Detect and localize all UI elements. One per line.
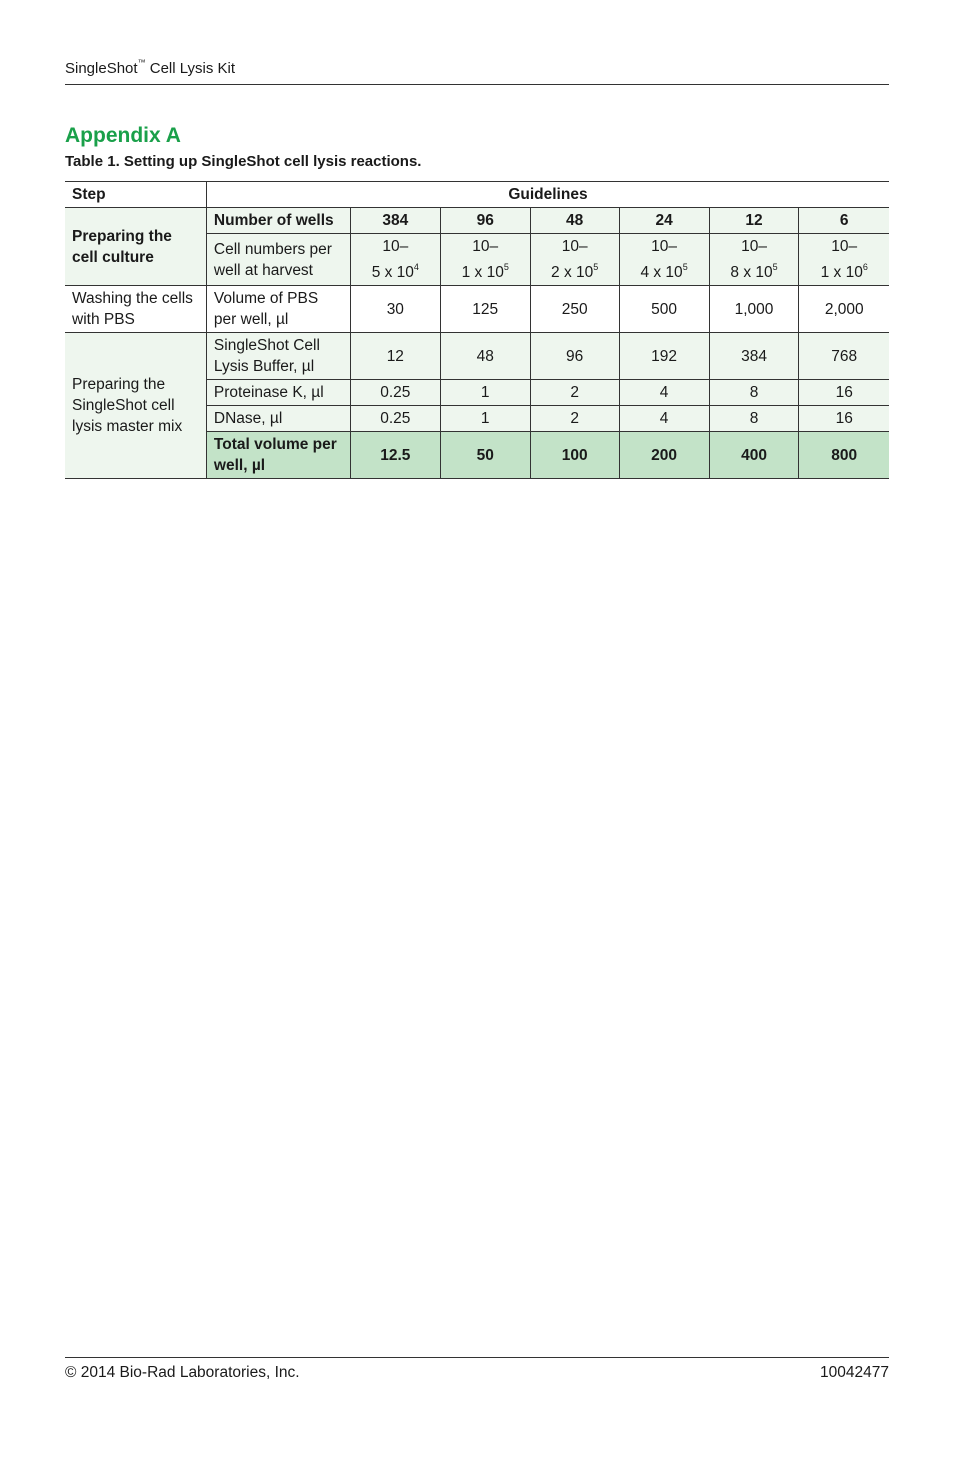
table-cell: 8 <box>709 406 799 432</box>
table-cell: 1,000 <box>709 286 799 333</box>
step-culture: Preparing the cell culture <box>65 208 206 286</box>
table-cell: 30 <box>350 286 440 333</box>
table-cell: 50 <box>440 432 530 479</box>
table-cell: 6 <box>799 208 889 234</box>
table-cell: 500 <box>619 286 709 333</box>
document-number: 10042477 <box>820 1364 889 1381</box>
table-cell: 24 <box>619 208 709 234</box>
table-cell: 12.5 <box>350 432 440 479</box>
table-cell: 125 <box>440 286 530 333</box>
table-cell: 4 <box>619 406 709 432</box>
table-cell: 16 <box>799 380 889 406</box>
table-row-pbs <box>65 286 889 333</box>
table-cell: 384 <box>709 333 799 380</box>
table-cell: 10– 1 x $10^5$ <box>440 234 530 286</box>
param-label: DNase, µl <box>206 406 350 432</box>
section-title: Appendix A <box>65 124 181 147</box>
product-name: SingleShot <box>65 60 138 77</box>
table-cell: 10– 1 x $10^6$ <box>799 234 889 286</box>
table-cell: 96 <box>440 208 530 234</box>
table-cell: 0.25 <box>350 406 440 432</box>
table-cell: 12 <box>350 333 440 380</box>
table-cell: 1 <box>440 406 530 432</box>
table-caption: Table 1. Setting up SingleShot cell lysis reactions. <box>65 153 422 170</box>
table-cell: 2,000 <box>799 286 889 333</box>
step-master-mix: Preparing the SingleShot cell lysis master mix <box>65 333 206 479</box>
param-label: Number of wells <box>206 208 350 234</box>
copyright: © 2014 Bio-Rad Laboratories, Inc. <box>65 1364 300 1381</box>
table-row-wells <box>65 208 889 234</box>
table-row-buffer <box>65 333 889 380</box>
header-guidelines: Guidelines <box>206 182 889 208</box>
table-cell: 100 <box>530 432 619 479</box>
table-cell: 48 <box>530 208 619 234</box>
header-step: Step <box>65 182 206 208</box>
table-cell: 48 <box>440 333 530 380</box>
param-label: Total volume per well, µl <box>206 432 350 479</box>
table-cell: 10– 2 x $10^5$ <box>530 234 619 286</box>
page-header <box>65 58 889 85</box>
param-label: Volume of PBS per well, µl <box>206 286 350 333</box>
table-cell: 250 <box>530 286 619 333</box>
table-cell: 0.25 <box>350 380 440 406</box>
table-cell: 8 <box>709 380 799 406</box>
table-cell: 12 <box>709 208 799 234</box>
param-label: SingleShot Cell Lysis Buffer, µl <box>206 333 350 380</box>
table-header-row <box>65 182 889 208</box>
table-cell: 10– 4 x $10^5$ <box>619 234 709 286</box>
page-footer <box>65 1357 889 1382</box>
table-cell: 400 <box>709 432 799 479</box>
table-cell: 192 <box>619 333 709 380</box>
table-cell: 16 <box>799 406 889 432</box>
step-washing: Washing the cells with PBS <box>65 286 206 333</box>
table-cell: 384 <box>350 208 440 234</box>
guidelines-table <box>65 181 889 479</box>
table-cell: 2 <box>530 406 619 432</box>
table-cell: 1 <box>440 380 530 406</box>
param-label: Proteinase K, µl <box>206 380 350 406</box>
table-cell: 10– 8 x $10^5$ <box>709 234 799 286</box>
trademark-symbol: ™ <box>137 58 146 67</box>
table-cell: 200 <box>619 432 709 479</box>
table-cell: 10– 5 x $10^4$ <box>350 234 440 286</box>
param-label: Cell numbers per well at harvest <box>206 234 350 286</box>
table-cell: 2 <box>530 380 619 406</box>
table-cell: 800 <box>799 432 889 479</box>
table-cell: 4 <box>619 380 709 406</box>
product-name-rest: Cell Lysis Kit <box>149 60 236 77</box>
table-cell: 96 <box>530 333 619 380</box>
table-cell: 768 <box>799 333 889 380</box>
